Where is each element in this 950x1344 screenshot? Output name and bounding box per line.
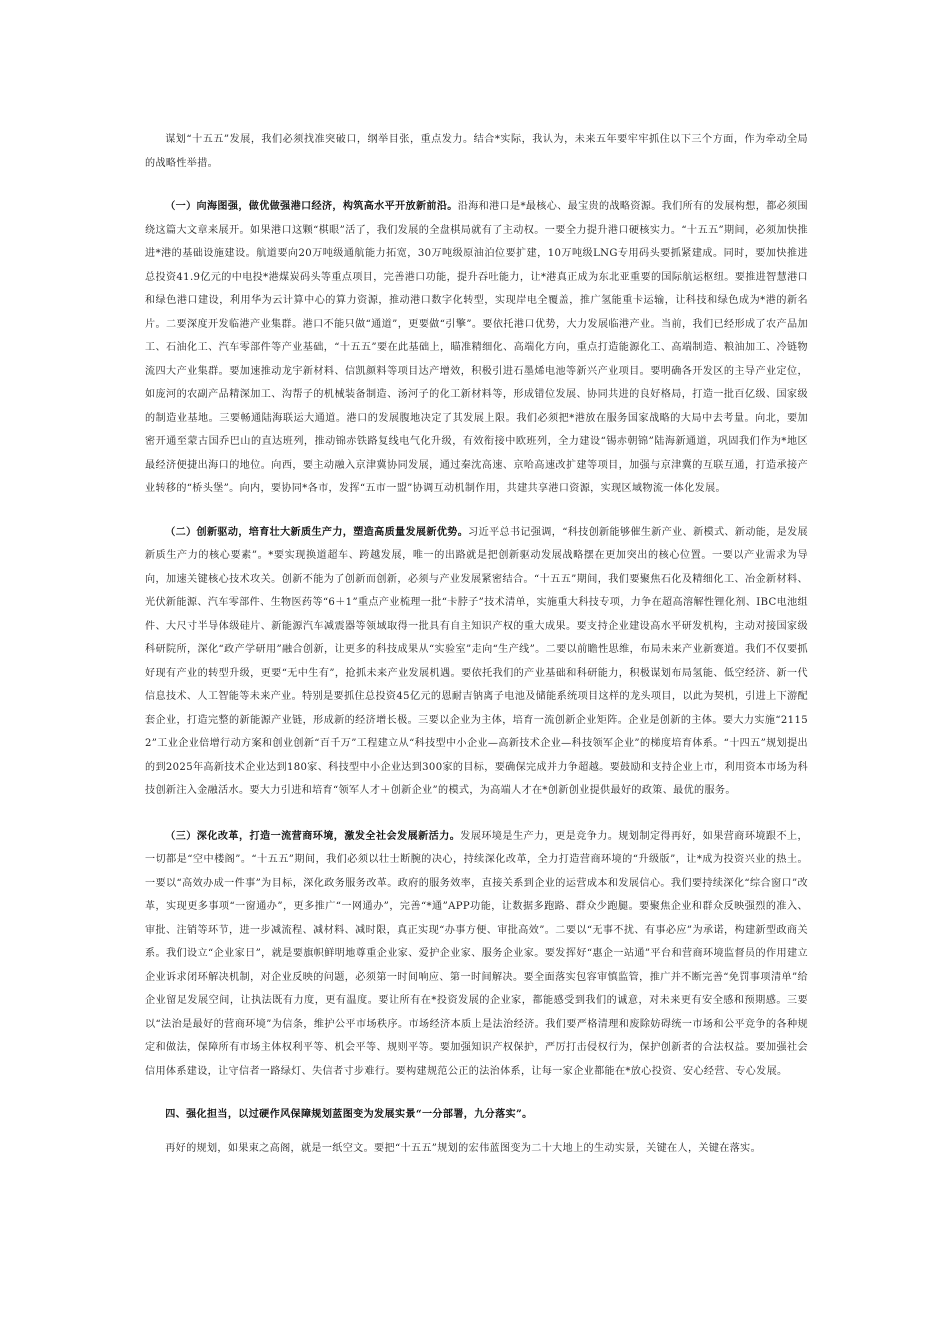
section-one-lead: （一）向海图强，做优做强港口经济，构筑高水平开放新前沿。 <box>165 201 458 212</box>
section-two-body: 习近平总书记强调，“科技创新能够催生新产业、新模式、新动能，是发展新质生产力的核心要素”。*要实现换道超车、跨越发展，唯一的出路就是把创新驱动发展战略摆在更加突出的核心位置。一要以产业需求为导向，加速关键核心技术攻关。创新不能为了创新而创新，必须与产业发展紧密结合。“十五五”期间，我们要聚焦石化及精细化工、冶金新材料、光伏新能源、汽车零部件、生物医药等“6＋1”重点产业梳理一批“卡脖子”技术清单，实施重大科技专项，力争在超高溶解性锂化剂、IBC电池组件、大尺寸半导体级硅片、新能源汽车减震器等领域取得一批具有自主知识产权的重大成果。要支持企业建设高水平研发机构，主动对接国家级科研院所，深化“政产学研用”融合创新，让更多的科技成果从“实验室”走向“生产线”。二要以前瞻性思维，布局未来产业新赛道。我们不仅要抓好现有产业的转型升级，更要“无中生有”，抢抓未来产业发展机遇。要依托我们的产业基础和科研能力，积极谋划布局氢能、低空经济、新一代信息技术、人工智能等未来产业。特别是要抓住总投资45亿元的恩耐吉钠离子电池及储能系统项目这样的龙头项目，以此为契机，引进上下游配套企业，打造完整的新能源产业链，形成新的经济增长极。三要以企业为主体，培育一流创新企业矩阵。企业是创新的主体。要大力实施“21152”工业企业倍增行动方案和创业创新“百千万”工程建立从“科技型中小企业—高新技术企业—科技领军企业”的梯度培育体系。“十四五”规划提出的到2025年高新技术企业达到180家、科技型中小企业达到300家的目标，要确保完成并力争超越。要鼓励和支持企业上市，利用资本市场为科技创新注入金融活水。要大力引进和培育“领军人才＋创新企业”的模式，为高端人才在*创新创业提供最好的政策、最优的服务。 <box>145 526 809 796</box>
intro-paragraph: 谋划“十五五”发展，我们必须找准突破口，纲举目张，重点发力。结合*实际，我认为，未来五年要牢牢抓住以下三个方面，作为牵动全局的战略性举措。 <box>145 134 808 169</box>
section-four-heading: 四、强化担当，以过硬作风保障规划蓝图变为发展实景“一分部署，九分落实”。 <box>165 1109 533 1120</box>
section-two-lead: （二）创新驱动，培育壮大新质生产力，塑造高质量发展新优势。 <box>165 526 469 538</box>
section-three-body: 发展环境是生产力，更是竞争力。规划制定得再好，如果营商环境跟不上，一切都是“空中楼阁”。“十五五”期间，我们必须以壮士断腕的决心，持续深化改革，全力打造营商环境的“升级版”，让*成为投资兴业的热土。一要以“高效办成一件事”为目标，深化政务服务改革。政府的服务效率，直接关系到企业的运营成本和发展信心。我们要持续深化“综合窗口”改革，实现更多事项“一窗通办”，更多推广“一网通办”，完善“*通”APP功能，让数据多跑路、群众少跑腿。要聚焦企业和群众反映强烈的准入、审批、注销等环节，进一步减流程、减材料、减时限，真正实现“办事方便、审批高效”。二要以“无事不扰、有事必应”为承诺，构建新型政商关系。我们设立“企业家日”，就是要旗帜鲜明地尊重企业家、爱护企业家、服务企业家。要发挥好“惠企一站通”平台和营商环境监督员的作用建立企业诉求闭环解决机制，对企业反映的问题，必须第一时间响应、第一时间解决。要全面落实包容审慎监管，推广并不断完善“免罚事项清单”给企业留足发展空间，让执法既有力度，更有温度。要让所有在*投资发展的企业家，都能感受到我们的诚意，对未来更有安全感和预期感。三要以“法治是最好的营商环境”为信条，维护公平市场秩序。市场经济本质上是法治经济。我们要严格清理和废除妨碍统一市场和公平竞争的各种规定和做法，保障所有市场主体权利平等、机会平等、规则平等。要加强知识产权保护，严厉打击侵权行为，保护创新者的合法权益。要加强社会信用体系建设，让守信者一路绿灯、失信者寸步难行。要构建规范公正的法治体系，让每一家企业都能在*放心投资、安心经营、专心发展。 <box>145 830 808 1077</box>
section-one-paragraph <box>145 195 808 501</box>
section-three-lead: （三）深化改革，打造一流营商环境，激发全社会发展新活力。 <box>165 830 461 842</box>
closing-paragraph: 再好的规划，如果束之高阁，就是一纸空文。要把“十五五”规划的宏伟蓝图变为二十大地上的生动实景，关键在人，关键在落实。 <box>165 1142 762 1154</box>
section-three-paragraph <box>145 825 808 1084</box>
section-two-paragraph <box>145 521 808 803</box>
section-one-body: 沿海和港口是*最核心、最宝贵的战略资源。我们所有的发展构想，都必须围绕这篇大文章来展开。如果港口这颗“棋眼”活了，我们发展的全盘棋局就有了主动权。一要全力提升港口硬核实力。“十五五”期间，必须加快推进*港的基础设施建设。航道要向20万吨级通航能力拓宽，30万吨级原油泊位要扩建，10万吨级LNG专用码头要抓紧建成。同时，要加快推进总投资41.9亿元的中电投*港煤炭码头等重点项目，完善港口功能，提升吞吐能力，让*港真正成为东北亚重要的国际航运枢纽。要推进智慧港口和绿色港口建设，利用华为云计算中心的算力资源，推动港口数字化转型，实现岸电全覆盖，推广氢能重卡运输，让科技和绿色成为*港的新名片。二要深度开发临港产业集群。港口不能只做“通道”，更要做“引擎”。要依托港口优势，大力发展临港产业。当前，我们已经形成了农产品加工、石油化工、汽车零部件等产业基础，“十五五”要在此基础上，瞄准精细化、高端化方向，重点打造能源化工、高端制造、粮油加工、冷链物流四大产业集群。要加速推动龙宇新材料、信凯颜料等项目达产增效，积极引进石墨烯电池等新兴产业项目。要明确各开发区的主导产业定位，如庞河的农副产品精深加工、沟帮子的机械装备制造、汤河子的化工新材料等，形成错位发展、协同共进的良好格局，打造一批百亿级、国家级的制造业基地。三要畅通陆海联运大通道。港口的发展腹地决定了其发展上限。我们必须把*港放在服务国家战略的大局中去考量。向北，要加密开通至蒙古国乔巴山的直达班列，推动锦赤铁路复线电气化升级，有效衔接中欧班列，全力建设“锡赤朝锦”陆海新通道，巩固我们作为*地区最经济便捷出海口的地位。向西，要主动融入京津冀协同发展，通过秦沈高速、京哈高速改扩建等项目，加强与京津冀的互联互通，打造承接产业转移的“桥头堡”。向内，要协同*各市，发挥“五市一盟”协调互动机制作用，共建共享港口资源，实现区域物流一体化发展。 <box>145 201 808 494</box>
